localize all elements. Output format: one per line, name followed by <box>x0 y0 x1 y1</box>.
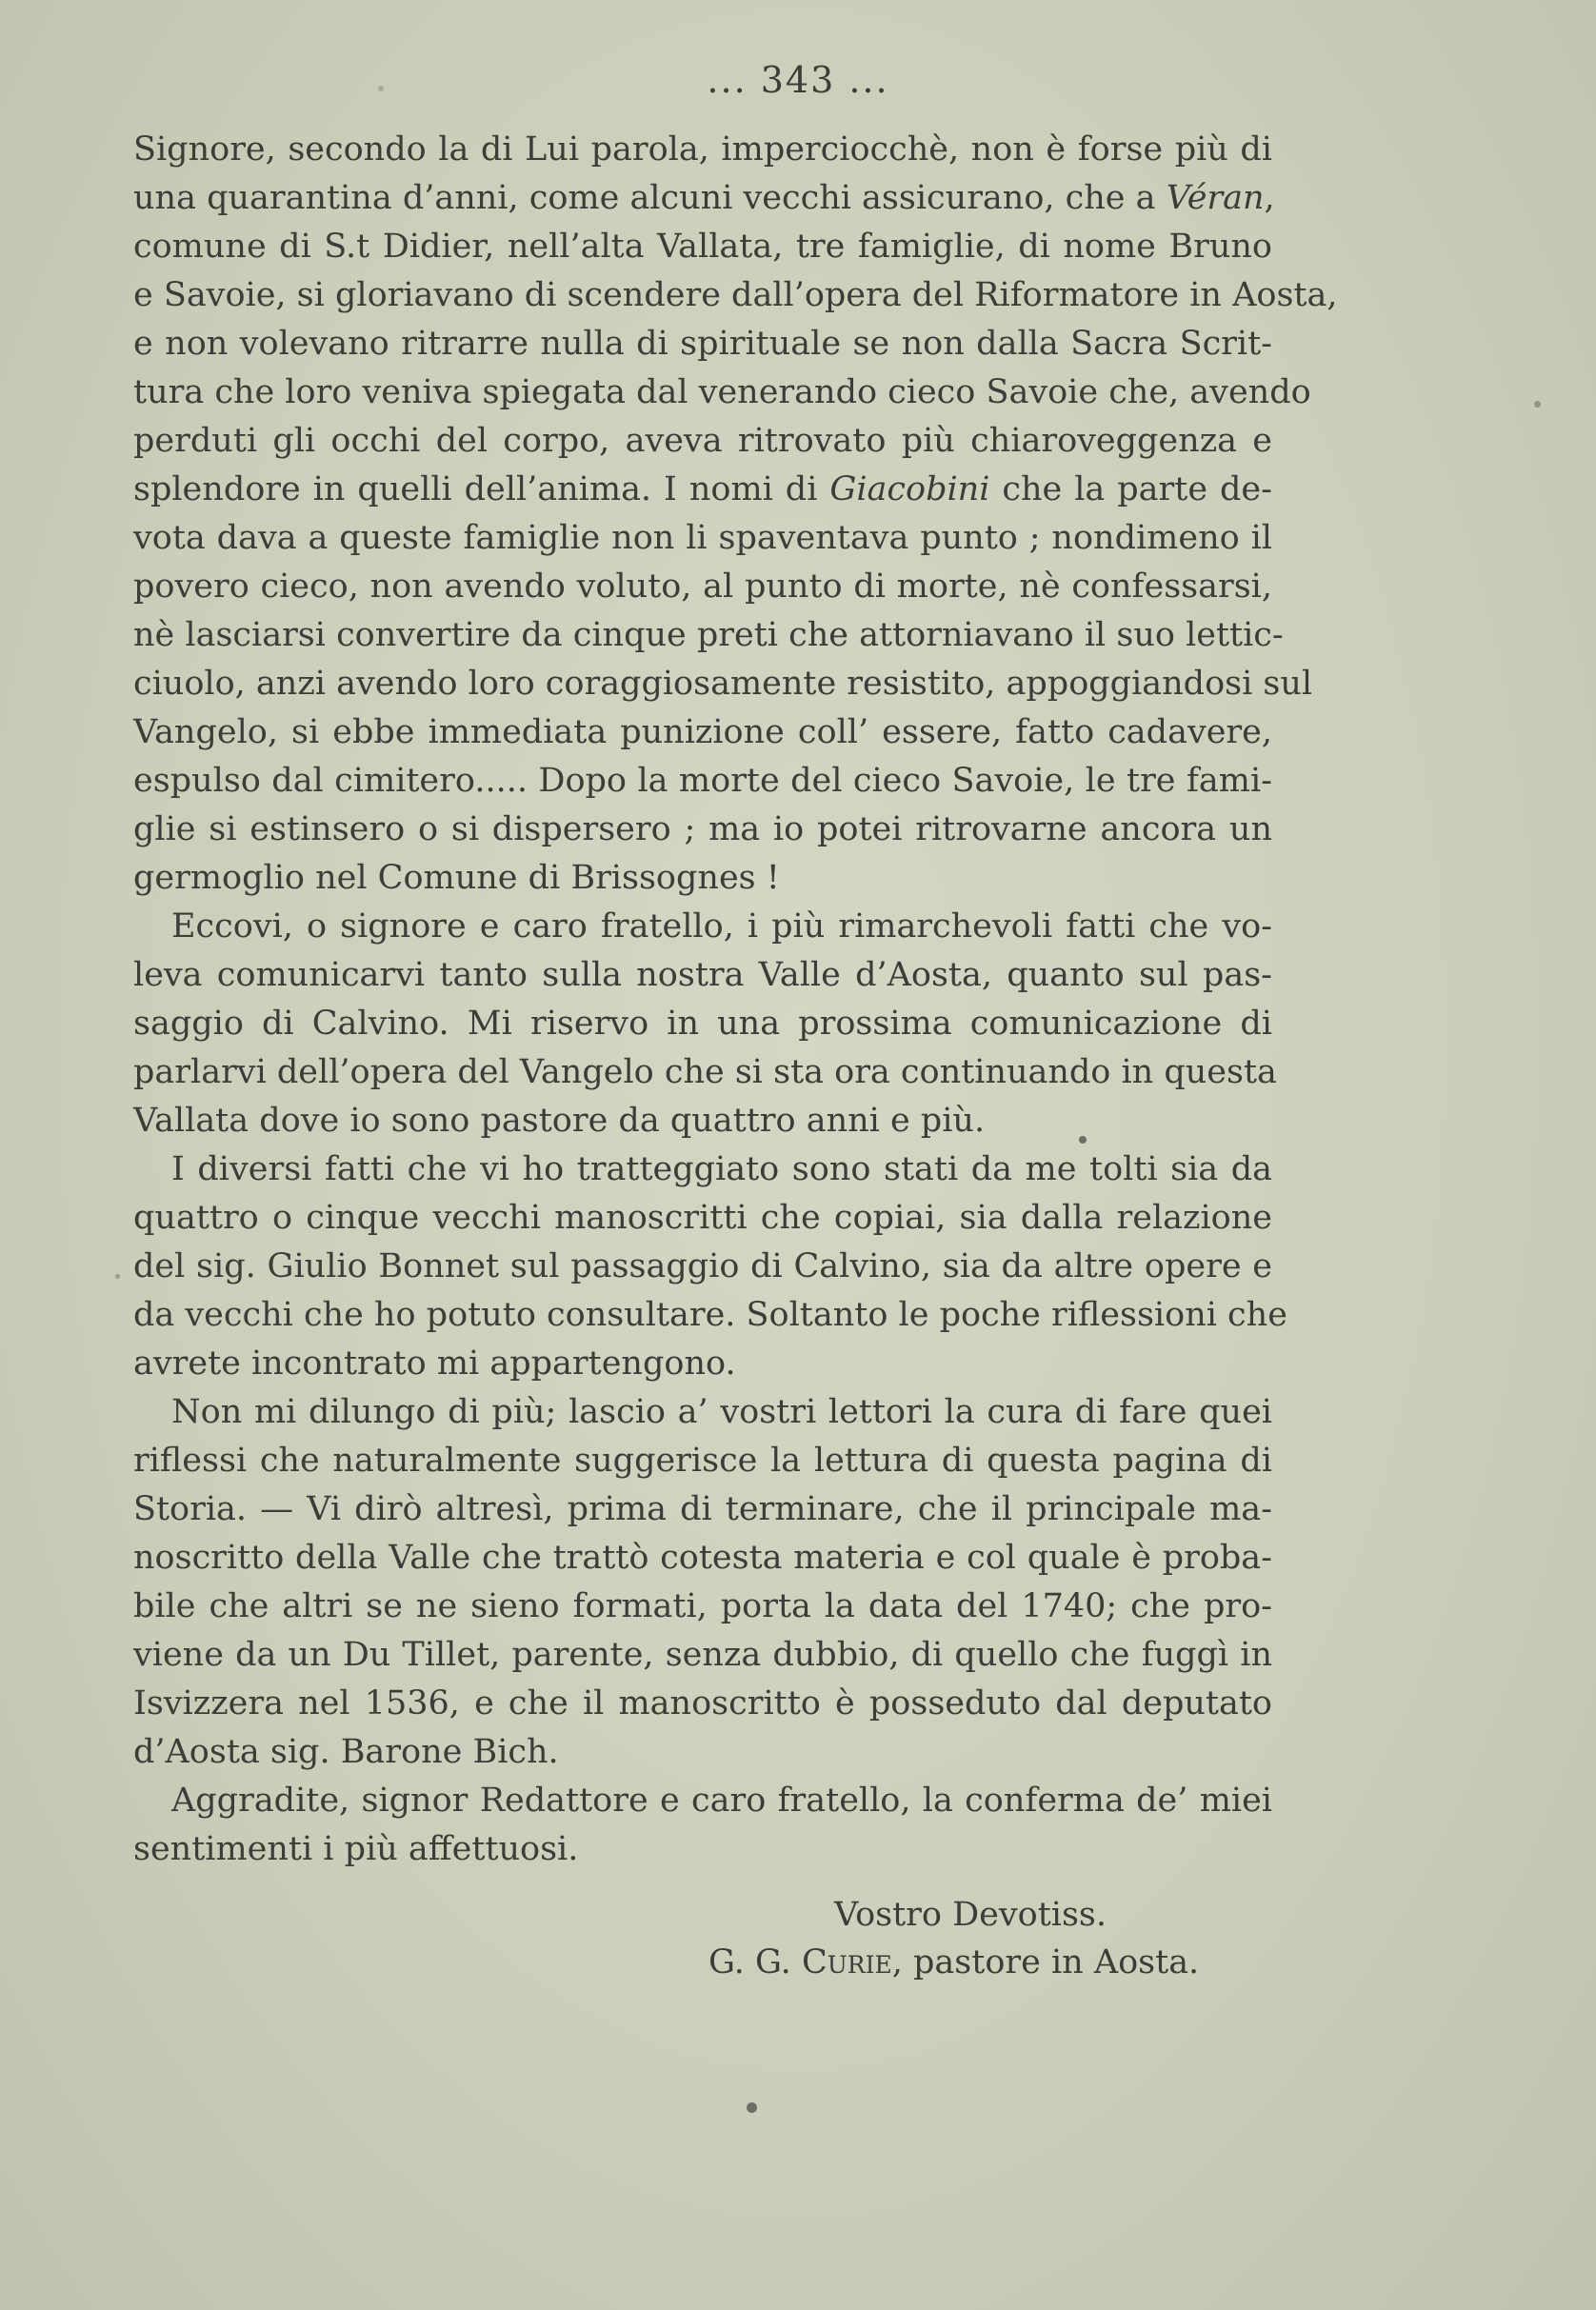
text-line: Isvizzera nel 1536, e che il manoscritto è posseduto dal deputato <box>133 1684 1272 1723</box>
text-line: ciuolo, anzi avendo loro coraggiosamente resistito, appoggiandosi sul <box>133 665 1313 703</box>
text-line: sentimenti i più affettuosi. <box>133 1830 579 1868</box>
text-line: Signore, secondo la di Lui parola, imperciocchè, non è forse più di <box>133 130 1272 169</box>
text-line: e non volevano ritrarre nulla di spirituale se non dalla Sacra Scrit- <box>133 325 1272 363</box>
closing-formula: Vostro Devotiss. <box>834 1896 1107 1934</box>
text-line: leva comunicarvi tanto sulla nostra Valle d’Aosta, quanto sul pas- <box>133 956 1272 994</box>
text-line: comune di S.t Didier, nell’alta Vallata, tre famiglie, di nome Bruno <box>133 228 1272 266</box>
text-line: riflessi che naturalmente suggerisce la lettura di questa pagina di <box>133 1442 1272 1480</box>
text-line: saggio di Calvino. Mi riservo in una prossima comunicazione di <box>133 1005 1272 1043</box>
text-line: da vecchi che ho potuto consultare. Soltanto le poche riflessioni che <box>133 1296 1287 1334</box>
text-line: perduti gli occhi del corpo, aveva ritrovato più chiaroveggenza e <box>133 422 1272 460</box>
text-line: avrete incontrato mi appartengono. <box>133 1344 736 1383</box>
text-line: nè lasciarsi convertire da cinque preti che attorniavano il suo lettic- <box>133 616 1284 654</box>
letter-body <box>133 126 1338 1874</box>
text-line: splendore in quelli dell’anima. I nomi di Giacobini che la parte de- <box>133 470 1272 508</box>
page-number: ... 343 ... <box>707 59 889 101</box>
text-line: noscritto della Valle che trattò cotesta materia e col quale è proba- <box>133 1539 1272 1577</box>
text-line: una quarantina d’anni, come alcuni vecchi assicurano, che a Véran, <box>133 179 1275 217</box>
text-line: quattro o cinque vecchi manoscritti che copiai, sia dalla relazione <box>133 1199 1272 1237</box>
text-line: e Savoie, si gloriavano di scendere dall’opera del Riformatore in Aosta, <box>133 276 1338 314</box>
text-line: viene da un Du Tillet, parente, senza dubbio, di quello che fuggì in <box>133 1636 1272 1674</box>
text-line: tura che loro veniva spiegata dal venerando cieco Savoie che, avendo <box>133 373 1311 411</box>
signature <box>708 1939 1199 1987</box>
ink-speck <box>1079 1136 1087 1144</box>
ink-speck <box>378 86 384 91</box>
text-line: parlarvi dell’opera del Vangelo che si sta ora continuando in questa <box>133 1053 1277 1091</box>
text-line: del sig. Giulio Bonnet sul passaggio di Calvino, sia da altre opere e <box>133 1247 1272 1285</box>
text-line: glie si estinsero o si dispersero ; ma io potei ritrovarne ancora un <box>133 810 1272 848</box>
text-line: vota dava a queste famiglie non li spaventava punto ; nondimeno il <box>133 519 1272 557</box>
signature-title: , pastore in Aosta. <box>891 1943 1200 1981</box>
text-line: espulso dal cimitero..... Dopo la morte del cieco Savoie, le tre fami- <box>133 762 1272 800</box>
text-line: germoglio nel Comune di Brissognes ! <box>133 859 780 897</box>
text-line: Aggradite, signor Redattore e caro fratello, la conferma de’ miei <box>171 1782 1272 1820</box>
text-line: Vallata dove io sono pastore da quattro anni e più. <box>133 1102 986 1140</box>
ink-speck <box>1534 401 1541 408</box>
signature-surname: Curie <box>801 1943 892 1981</box>
text-line: d’Aosta sig. Barone Bich. <box>133 1733 559 1771</box>
ink-speck <box>747 2102 757 2113</box>
ink-speck <box>115 1274 120 1279</box>
text-line: bile che altri se ne sieno formati, porta la data del 1740; che pro- <box>133 1587 1272 1625</box>
text-line: Storia. — Vi dirò altresì, prima di terminare, che il principale ma- <box>133 1490 1272 1528</box>
text-line: Non mi dilungo di più; lascio a’ vostri lettori la cura di fare quei <box>171 1393 1272 1431</box>
text-line: I diversi fatti che vi ho tratteggiato sono stati da me tolti sia da <box>171 1150 1272 1188</box>
text-line: Vangelo, si ebbe immediata punizione coll’ essere, fatto cadavere, <box>133 713 1272 751</box>
signature-initials: G. G. <box>708 1943 791 1981</box>
text-line: Eccovi, o signore e caro fratello, i più rimarchevoli fatti che vo- <box>171 907 1272 946</box>
text-line: povero cieco, non avendo voluto, al punto di morte, nè confessarsi, <box>133 568 1272 606</box>
